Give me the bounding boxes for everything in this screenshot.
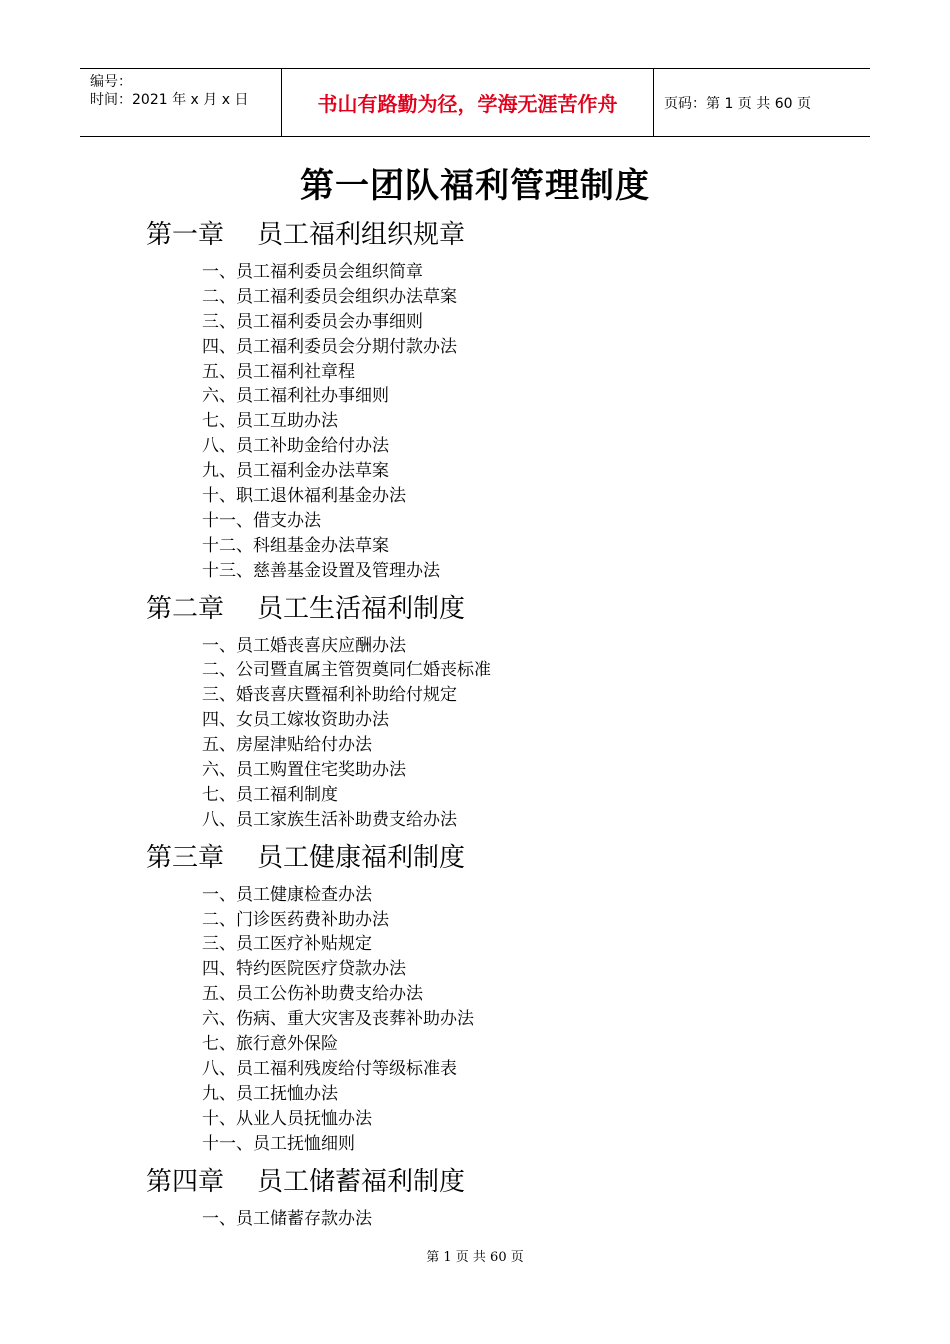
document-title: 第一团队福利管理制度 [300, 166, 650, 206]
toc-item: 一、员工婚丧喜庆应酬办法 [202, 635, 406, 656]
chapter-heading: 第二章 员工生活福利制度 [146, 593, 466, 624]
toc-item: 十、从业人员抚恤办法 [202, 1108, 372, 1129]
page-footer: 第 1 页 共 60 页 [426, 1250, 524, 1265]
chapter-heading: 第三章 员工健康福利制度 [146, 842, 466, 873]
toc-item: 二、员工福利委员会组织办法草案 [202, 286, 457, 307]
toc-item: 六、伤病、重大灾害及丧葬补助办法 [202, 1009, 474, 1030]
header-meta [80, 69, 282, 136]
toc-item: 四、特约医院医疗贷款办法 [202, 959, 406, 980]
toc-item: 四、女员工嫁妆资助办法 [202, 710, 389, 731]
toc-item: 二、门诊医药费补助办法 [202, 909, 389, 930]
toc-item: 三、员工医疗补贴规定 [202, 934, 372, 955]
chapter-heading: 第一章 员工福利组织规章 [146, 220, 466, 250]
document-number: 编号： [90, 74, 132, 90]
toc-item: 十三、慈善基金设置及管理办法 [202, 560, 440, 581]
toc-item: 七、旅行意外保险 [202, 1034, 338, 1055]
table-of-contents [146, 210, 866, 1231]
chapter-heading: 第四章 员工储蓄福利制度 [146, 1166, 466, 1197]
toc-item: 一、员工储蓄存款办法 [202, 1208, 372, 1229]
toc-item: 十一、员工抚恤细则 [202, 1133, 355, 1154]
toc-item: 七、员工福利制度 [202, 784, 338, 805]
toc-item: 一、员工健康检查办法 [202, 884, 372, 905]
toc-item: 六、员工福利社办事细则 [202, 386, 389, 407]
toc-item: 三、员工福利委员会办事细则 [202, 311, 423, 332]
toc-item: 八、员工福利残废给付等级标准表 [202, 1058, 457, 1079]
document-date: 时间：2021 年 x 月 x 日 [90, 92, 249, 108]
toc-item: 十一、借支办法 [202, 510, 321, 531]
toc-item: 五、员工福利社章程 [202, 361, 355, 382]
header-page-info: 页码：第 1 页 共 60 页 [664, 95, 811, 112]
toc-item: 九、员工福利金办法草案 [202, 461, 389, 482]
toc-item: 六、员工购置住宅奖助办法 [202, 760, 406, 781]
toc-item: 八、员工家族生活补助费支给办法 [202, 809, 457, 830]
toc-item: 五、员工公伤补助费支给办法 [202, 984, 423, 1005]
toc-item: 三、婚丧喜庆暨福利补助给付规定 [202, 685, 457, 706]
toc-item: 九、员工抚恤办法 [202, 1083, 338, 1104]
toc-item: 十、职工退休福利基金办法 [202, 486, 406, 507]
toc-item: 五、房屋津贴给付办法 [202, 735, 372, 756]
toc-item: 七、员工互助办法 [202, 411, 338, 432]
header-motto: 书山有路勤为径，学海无涯苦作舟 [282, 69, 654, 136]
toc-item: 一、员工福利委员会组织简章 [202, 262, 423, 282]
toc-item: 二、公司暨直属主管贺奠同仁婚丧标准 [202, 660, 491, 681]
page-header [80, 68, 870, 137]
toc-item: 八、员工补助金给付办法 [202, 436, 389, 457]
toc-item: 十二、科组基金办法草案 [202, 535, 389, 556]
toc-item: 四、员工福利委员会分期付款办法 [202, 336, 457, 357]
